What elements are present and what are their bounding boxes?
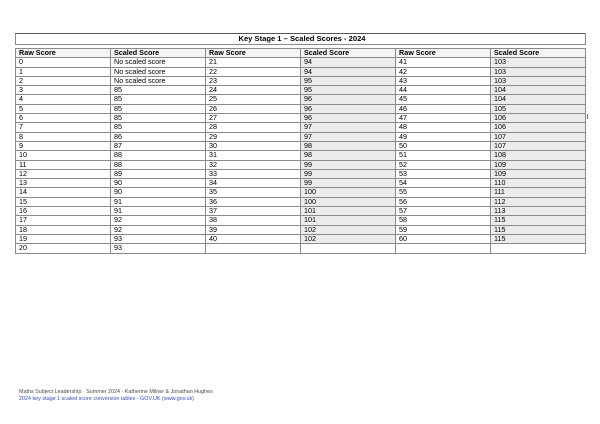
raw-score-cell: 29 [206,132,301,141]
scaled-score-cell: 99 [301,179,396,188]
scaled-score-cell: 109 [491,160,586,169]
scaled-score-cell: 88 [111,151,206,160]
raw-score-cell: 42 [396,67,491,76]
table-row [16,225,586,234]
scaled-score-cell: 101 [301,216,396,225]
page-edge-mark [585,114,588,119]
raw-score-cell: 58 [396,216,491,225]
scaled-score-cell: 85 [111,86,206,95]
scaled-score-cell: No scaled score [111,58,206,67]
table-row [16,123,586,132]
raw-score-cell: 16 [16,207,111,216]
raw-score-cell [396,244,491,253]
scaled-score-cell: 102 [301,225,396,234]
table-row [16,197,586,206]
scaled-score-cell: 106 [491,123,586,132]
scaled-score-cell: 98 [301,141,396,150]
table-row [16,244,586,253]
table-row [16,95,586,104]
raw-score-cell: 45 [396,95,491,104]
scaled-score-cell: 115 [491,216,586,225]
table-row [16,216,586,225]
raw-score-cell: 24 [206,86,301,95]
raw-score-cell: 20 [16,244,111,253]
raw-score-cell: 54 [396,179,491,188]
header-raw-score-1: Raw Score [16,49,111,58]
scaled-score-cell: 92 [111,216,206,225]
scaled-score-cell [301,244,396,253]
raw-score-cell: 59 [396,225,491,234]
raw-score-cell: 19 [16,234,111,243]
table-row [16,234,586,243]
scaled-score-table [15,33,586,254]
scaled-score-cell: 107 [491,132,586,141]
raw-score-cell: 9 [16,141,111,150]
raw-score-cell: 60 [396,234,491,243]
scaled-score-cell: 96 [301,95,396,104]
raw-score-cell: 36 [206,197,301,206]
raw-score-cell: 17 [16,216,111,225]
header-raw-score-3: Raw Score [396,49,491,58]
raw-score-cell [206,244,301,253]
scaled-score-cell: 90 [111,188,206,197]
raw-score-cell: 11 [16,160,111,169]
raw-score-cell: 31 [206,151,301,160]
raw-score-cell: 18 [16,225,111,234]
scaled-score-cell: 101 [301,207,396,216]
scaled-score-cell: 108 [491,151,586,160]
table-row [16,188,586,197]
scaled-score-cell: 94 [301,58,396,67]
raw-score-cell: 8 [16,132,111,141]
table-row [16,104,586,113]
scaled-score-cell: 100 [301,197,396,206]
table-row [16,114,586,123]
table-row [16,76,586,85]
raw-score-cell: 39 [206,225,301,234]
raw-score-cell: 12 [16,169,111,178]
table-title: Key Stage 1 – Scaled Scores - 2024 [16,34,586,45]
page-footer [19,389,213,403]
scaled-score-cell: 99 [301,169,396,178]
table-row [16,141,586,150]
header-scaled-score-2: Scaled Score [301,49,396,58]
scaled-score-cell: 96 [301,114,396,123]
table-row [16,160,586,169]
scaled-score-cell: 96 [301,104,396,113]
table-row [16,179,586,188]
scaled-score-cell: 110 [491,179,586,188]
scaled-score-cell: 93 [111,244,206,253]
scaled-score-cell: 95 [301,76,396,85]
scaled-score-cell: 94 [301,67,396,76]
table-row [16,132,586,141]
raw-score-cell: 5 [16,104,111,113]
raw-score-cell: 47 [396,114,491,123]
scaled-score-cell: 95 [301,86,396,95]
raw-score-cell: 22 [206,67,301,76]
scaled-score-cell: 99 [301,160,396,169]
scaled-score-cell: 100 [301,188,396,197]
scaled-score-cell: 85 [111,123,206,132]
scaled-score-cell: 92 [111,225,206,234]
table-row [16,86,586,95]
scaled-score-cell: 97 [301,132,396,141]
scaled-score-cell: 111 [491,188,586,197]
raw-score-cell: 46 [396,104,491,113]
footer-credit: Maths Subject Leadership · Summer 2024 · Katherine Milner & Jonathan Hughes [19,389,213,395]
raw-score-cell: 10 [16,151,111,160]
footer-source-link[interactable]: 2024 key stage 1 scaled score conversion tables - GOV.UK (www.gov.uk) [19,396,194,402]
raw-score-cell: 44 [396,86,491,95]
scaled-score-cell: 91 [111,197,206,206]
raw-score-cell: 15 [16,197,111,206]
scaled-score-cell: 103 [491,76,586,85]
raw-score-cell: 7 [16,123,111,132]
raw-score-cell: 13 [16,179,111,188]
raw-score-cell: 43 [396,76,491,85]
scaled-score-table-container [15,33,585,254]
raw-score-cell: 26 [206,104,301,113]
scaled-score-cell: 113 [491,207,586,216]
scaled-score-cell: 104 [491,95,586,104]
raw-score-cell: 38 [206,216,301,225]
scaled-score-cell: 89 [111,169,206,178]
raw-score-cell: 3 [16,86,111,95]
table-row [16,58,586,67]
scaled-score-cell: 106 [491,114,586,123]
raw-score-cell: 2 [16,76,111,85]
raw-score-cell: 28 [206,123,301,132]
scaled-score-cell [491,244,586,253]
scaled-score-cell: 103 [491,67,586,76]
scaled-score-cell: 98 [301,151,396,160]
scaled-score-cell: 115 [491,234,586,243]
scaled-score-cell: 88 [111,160,206,169]
scaled-score-cell: 85 [111,104,206,113]
raw-score-cell: 34 [206,179,301,188]
header-scaled-score-3: Scaled Score [491,49,586,58]
scaled-score-cell: 104 [491,86,586,95]
scaled-score-cell: 107 [491,141,586,150]
header-scaled-score-1: Scaled Score [111,49,206,58]
scaled-score-cell: 85 [111,95,206,104]
raw-score-cell: 14 [16,188,111,197]
scaled-score-cell: No scaled score [111,76,206,85]
table-row [16,207,586,216]
raw-score-cell: 57 [396,207,491,216]
raw-score-cell: 41 [396,58,491,67]
raw-score-cell: 30 [206,141,301,150]
scaled-score-cell: 97 [301,123,396,132]
raw-score-cell: 35 [206,188,301,197]
raw-score-cell: 50 [396,141,491,150]
raw-score-cell: 4 [16,95,111,104]
raw-score-cell: 32 [206,160,301,169]
scaled-score-cell: 112 [491,197,586,206]
header-raw-score-2: Raw Score [206,49,301,58]
table-title-row [16,34,586,45]
raw-score-cell: 37 [206,207,301,216]
scaled-score-cell: 85 [111,114,206,123]
raw-score-cell: 56 [396,197,491,206]
table-header-row [16,49,586,58]
raw-score-cell: 48 [396,123,491,132]
scaled-score-cell: 102 [301,234,396,243]
raw-score-cell: 40 [206,234,301,243]
raw-score-cell: 23 [206,76,301,85]
table-row [16,67,586,76]
raw-score-cell: 25 [206,95,301,104]
scaled-score-cell: 86 [111,132,206,141]
raw-score-cell: 27 [206,114,301,123]
table-row [16,151,586,160]
raw-score-cell: 55 [396,188,491,197]
scaled-score-cell: 115 [491,225,586,234]
table-row [16,169,586,178]
scaled-score-cell: 103 [491,58,586,67]
raw-score-cell: 49 [396,132,491,141]
scaled-score-cell: 105 [491,104,586,113]
raw-score-cell: 52 [396,160,491,169]
raw-score-cell: 0 [16,58,111,67]
scaled-score-cell: 87 [111,141,206,150]
raw-score-cell: 21 [206,58,301,67]
raw-score-cell: 33 [206,169,301,178]
raw-score-cell: 51 [396,151,491,160]
scaled-score-cell: 109 [491,169,586,178]
scaled-score-cell: 91 [111,207,206,216]
scaled-score-cell: 90 [111,179,206,188]
scaled-score-cell: 93 [111,234,206,243]
raw-score-cell: 53 [396,169,491,178]
scaled-score-cell: No scaled score [111,67,206,76]
raw-score-cell: 1 [16,67,111,76]
raw-score-cell: 6 [16,114,111,123]
